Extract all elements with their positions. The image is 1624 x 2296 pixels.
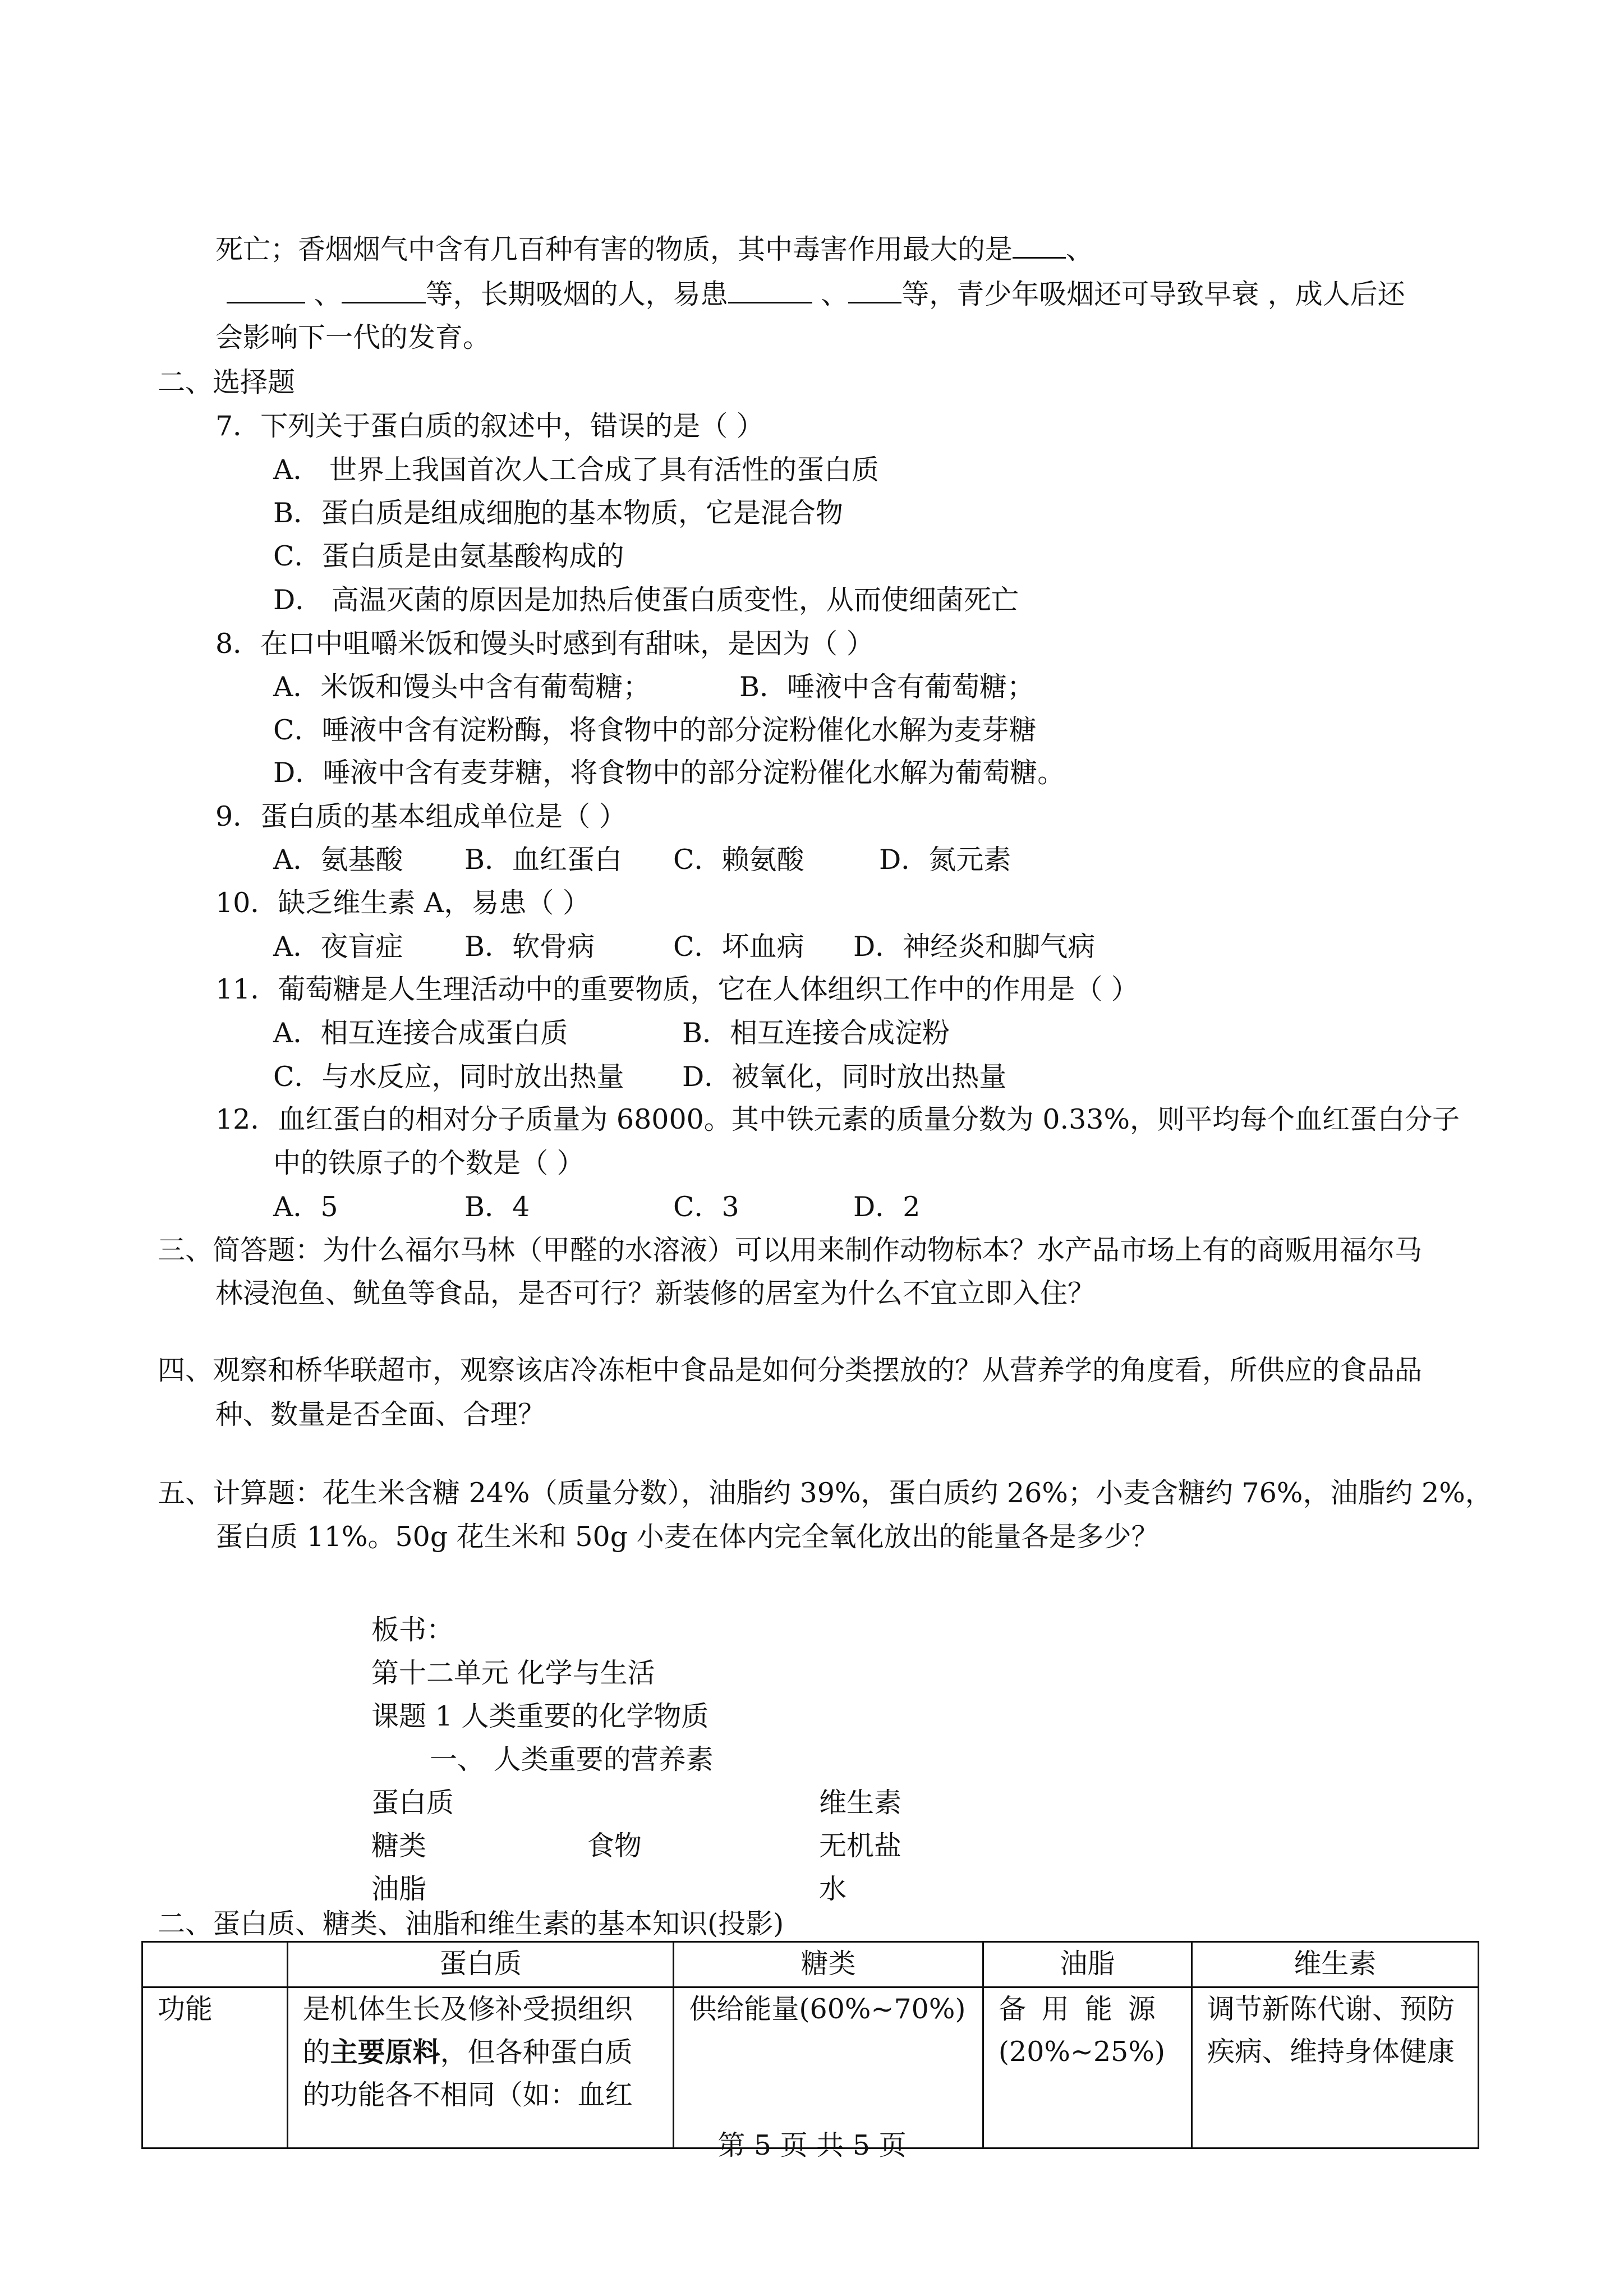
section-3-line-2: 林浸泡鱼、鱿鱼等食品，是否可行？新装修的居室为什么不宜立即入住？ <box>215 1277 1096 1309</box>
top-line-2 <box>215 277 1405 311</box>
q12-option-b: B．4 <box>464 1191 530 1223</box>
q9-option-a: A．氨基酸 <box>273 844 403 876</box>
blank <box>848 277 901 303</box>
text: 等，长期吸烟的人，易患 <box>425 278 728 310</box>
section-2-title: 二、选择题 <box>158 366 296 398</box>
q8-option-a: A．米饭和馒头中含有葡萄糖； <box>273 671 651 703</box>
q9-option-b: B．血红蛋白 <box>464 844 623 876</box>
board-water: 水 <box>819 1873 847 1905</box>
q11-option-a: A．相互连接合成蛋白质 <box>273 1017 568 1049</box>
q11-option-b: B．相互连接合成淀粉 <box>682 1017 950 1049</box>
section-4-line-2: 种、数量是否全面、合理？ <box>215 1398 546 1430</box>
board-unit: 第十二单元 化学与生活 <box>371 1657 655 1689</box>
section-4-line-1: 四、观察和桥华联超市，观察该店冷冻柜中食品是如何分类摆放的？从营养学的角度看，所供应的食品品 <box>158 1354 1423 1386</box>
text: 、 <box>821 278 849 310</box>
q8-option-d: D．唾液中含有麦芽糖，将食物中的部分淀粉催化水解为葡萄糖。 <box>273 757 1065 789</box>
q7-option-d: D． 高温灭菌的原因是加热后使蛋白质变性，从而使细菌死亡 <box>273 584 1019 616</box>
blank <box>728 277 812 303</box>
q7-option-a: A． 世界上我国首次人工合成了具有活性的蛋白质 <box>273 454 879 486</box>
text: 、 <box>1066 233 1094 265</box>
cell-line: 调节新陈代谢、预防 <box>1207 1993 1455 2025</box>
board-part-1: 一、 人类重要的营养素 <box>430 1743 714 1775</box>
table-header-cell: 蛋白质 <box>287 1942 674 1987</box>
text: 的 <box>302 2036 330 2068</box>
blank <box>1013 232 1066 259</box>
q12-option-a: A．5 <box>273 1191 338 1223</box>
q10-option-b: B．软骨病 <box>464 931 595 963</box>
q11-stem: 11．葡萄糖是人生理活动中的重要物质，它在人体组织工作中的作用是（ ） <box>215 973 1139 1005</box>
section-5-line-1: 五、计算题：花生米含糖 24%（质量分数），油脂约 39%，蛋白质约 26%；小麦含糖约 76%，油脂约 2%， <box>158 1477 1493 1509</box>
q7-stem: 7．下列关于蛋白质的叙述中，错误的是（ ） <box>215 410 764 442</box>
table-header-cell: 油脂 <box>983 1942 1191 1987</box>
q10-option-c: C．坏血病 <box>673 931 804 963</box>
q9-option-c: C．赖氨酸 <box>673 844 804 876</box>
q11-option-c: C．与水反应，同时放出热量 <box>273 1061 624 1093</box>
text: ，但各种蛋白质 <box>440 2036 633 2068</box>
cell-line: (20%~25%) <box>998 2036 1166 2068</box>
section-3-line-1: 三、简答题：为什么福尔马林（甲醛的水溶液）可以用来制作动物标本？水产品市场上有的商贩用福尔马 <box>158 1234 1423 1266</box>
section-5-line-2: 蛋白质 11%。50g 花生米和 50g 小麦在体内完全氧化放出的能量各是多少？ <box>215 1521 1159 1553</box>
table-row <box>142 1987 1479 2148</box>
cell-line: 供给能量(60%~70%) <box>689 1993 966 2025</box>
q10-option-a: A．夜盲症 <box>273 931 403 963</box>
board-protein: 蛋白质 <box>371 1787 454 1819</box>
table-cell-sugar <box>674 1987 983 2148</box>
table-cell-vitamin <box>1191 1987 1478 2148</box>
board-lesson: 课题 1 人类重要的化学物质 <box>371 1700 709 1732</box>
cell-line: 疾病、维持身体健康 <box>1207 2036 1455 2068</box>
page-footer: 第 5 页 共 5 页 <box>717 2129 907 2161</box>
q8-option-c: C．唾液中含有淀粉酶，将食物中的部分淀粉催化水解为麦芽糖 <box>273 714 1037 746</box>
board-mineral: 无机盐 <box>819 1830 902 1862</box>
q8-option-b: B．唾液中含有葡萄糖； <box>739 671 1035 703</box>
q7-option-c: C．蛋白质是由氨基酸构成的 <box>273 540 624 572</box>
table-row-label: 功能 <box>142 1987 288 2148</box>
q12-option-d: D．2 <box>853 1191 921 1223</box>
cell-line <box>303 2031 659 2074</box>
blank <box>342 277 426 303</box>
q10-stem: 10．缺乏维生素 A，易患（ ） <box>215 887 590 919</box>
q8-stem: 8．在口中咀嚼米饭和馒头时感到有甜味，是因为（ ） <box>215 628 874 660</box>
nutrient-table <box>141 1941 1479 2149</box>
table-header-row <box>142 1942 1479 1987</box>
q11-option-d: D．被氧化，同时放出热量 <box>682 1061 1007 1093</box>
text: 死亡；香烟烟气中含有几百种有害的物质，其中毒害作用最大的是 <box>215 233 1013 265</box>
table-cell-fat <box>983 1987 1191 2148</box>
blank <box>227 277 305 303</box>
cell-line: 备用能源 <box>998 1993 1171 2025</box>
q7-option-b: B．蛋白质是组成细胞的基本物质，它是混合物 <box>273 497 844 529</box>
q9-option-d: D．氮元素 <box>879 844 1011 876</box>
board-sugar: 糖类 <box>371 1830 427 1862</box>
table-cell-protein <box>287 1987 674 2148</box>
q10-option-d: D．神经炎和脚气病 <box>853 931 1096 963</box>
text: 、 <box>314 278 342 310</box>
q12-option-c: C．3 <box>673 1191 739 1223</box>
table-header-cell: 糖类 <box>674 1942 983 1987</box>
top-line-3: 会影响下一代的发育。 <box>215 321 491 353</box>
cell-line: 是机体生长及修补受损组织 <box>302 1993 633 2025</box>
cell-line: 的功能各不相同（如：血红 <box>302 2079 633 2111</box>
board-label: 板书： <box>371 1614 454 1646</box>
board-vitamin: 维生素 <box>819 1787 902 1819</box>
table-header-cell: 维生素 <box>1191 1942 1478 1987</box>
q12-stem-line-1: 12．血红蛋白的相对分子质量为 68000。其中铁元素的质量分数为 0.33%，则平均每个血红蛋白分子 <box>215 1103 1460 1135</box>
q12-stem-line-2: 中的铁原子的个数是（ ） <box>273 1147 585 1179</box>
part-2-title: 二、蛋白质、糖类、油脂和维生素的基本知识(投影) <box>158 1908 784 1940</box>
emphasis-text: 主要原料 <box>330 2036 440 2068</box>
board-fat: 油脂 <box>371 1873 427 1905</box>
top-line-1 <box>215 232 1093 266</box>
text: 等，青少年吸烟还可导致早衰 ，成人后还 <box>901 278 1405 310</box>
board-food: 食物 <box>587 1830 642 1862</box>
q9-stem: 9．蛋白质的基本组成单位是（ ） <box>215 800 627 832</box>
table-header-cell <box>142 1942 288 1987</box>
